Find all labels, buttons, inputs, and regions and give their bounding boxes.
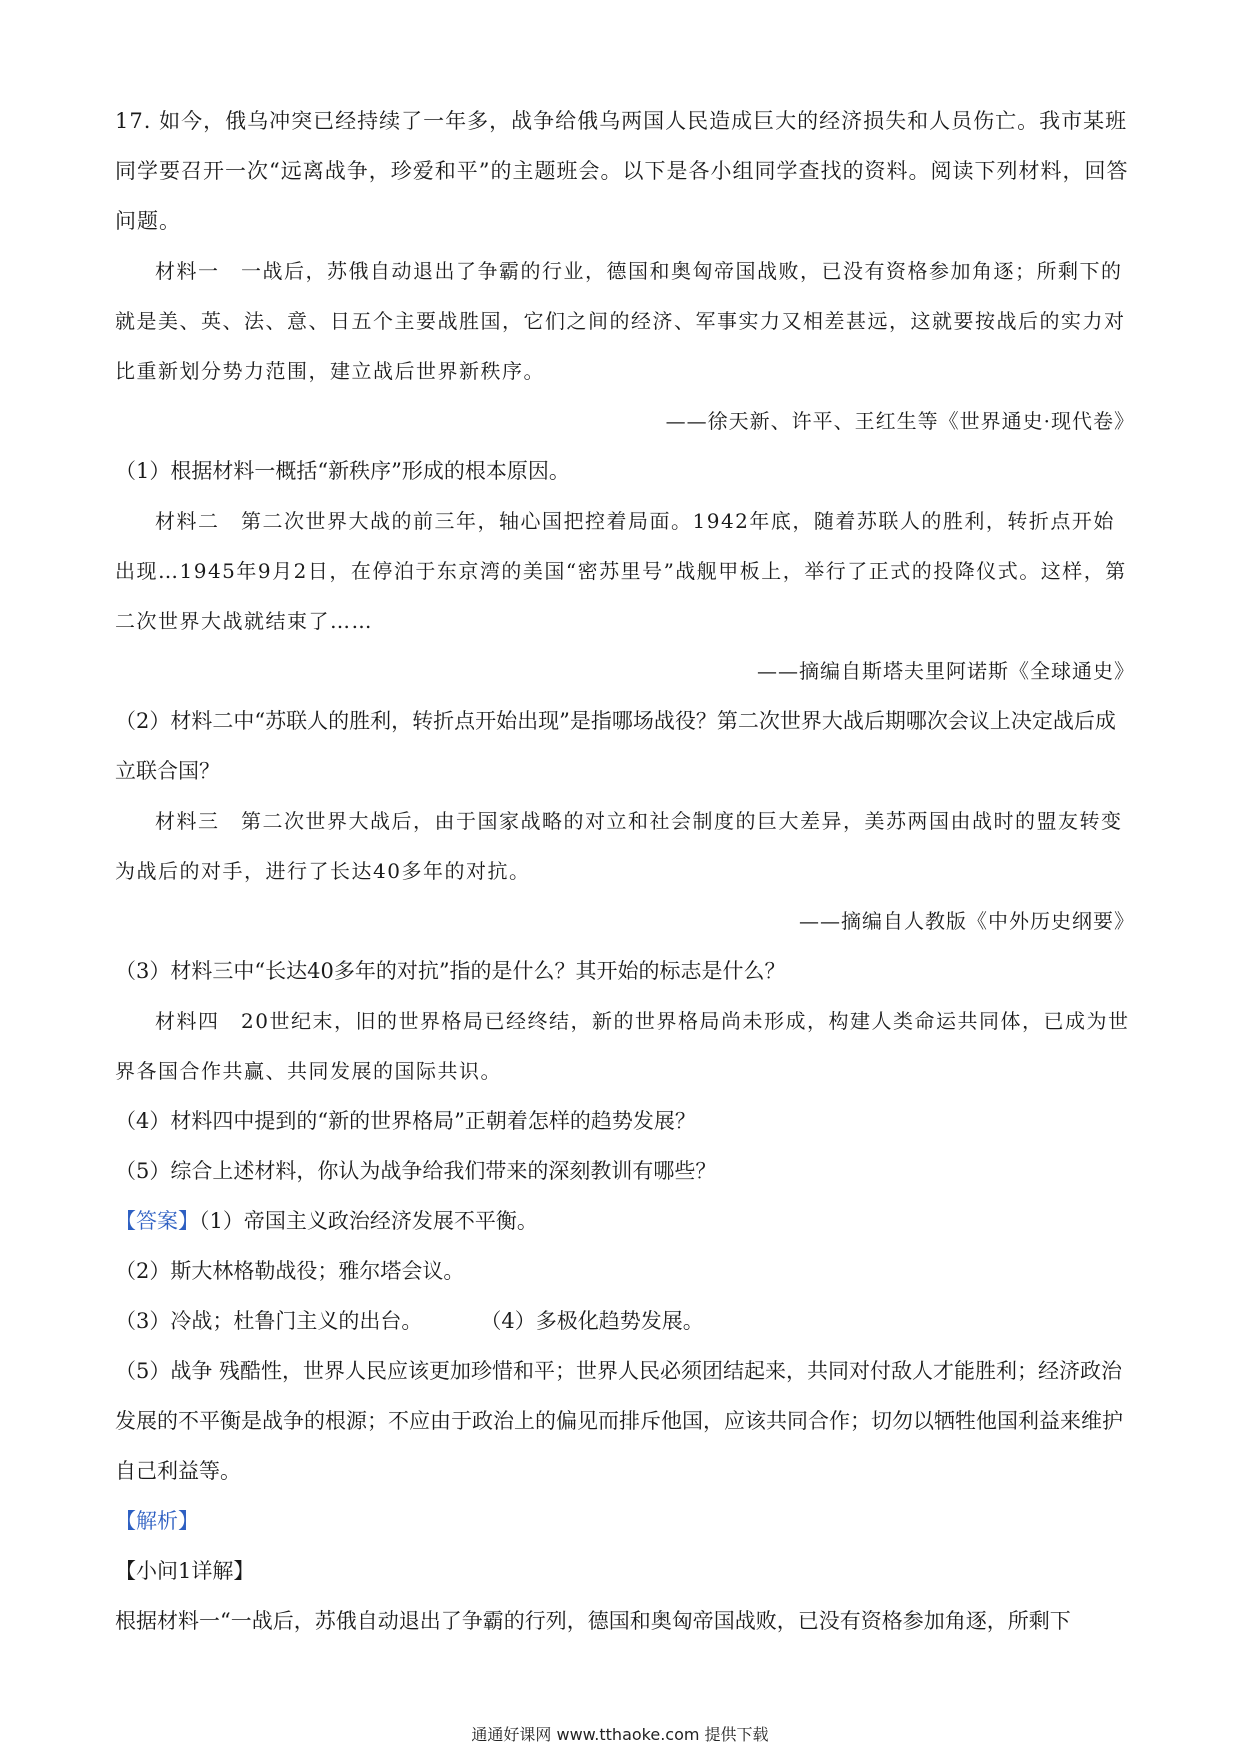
sub-question-3: （3）材料三中“长达40多年的对抗”指的是什么？其开始的标志是什么？ <box>115 959 786 983</box>
answer-3: （3）冷战；杜鲁门主义的出台。 <box>115 1309 423 1333</box>
sub-question-4: （4）材料四中提到的“新的世界格局”正朝着怎样的趋势发展？ <box>115 1109 696 1133</box>
answer-1-line <box>115 1196 1135 1246</box>
answer-5: （5）战争 残酷性，世界人民应该更加珍惜和平；世界人民必须团结起来，共同对付敌人才能胜利；经济政治发展的不平衡是战争的根源；不应由于政治上的偏见而排斥他国，应该共同合作；切勿以牺牲他国利益来维护自己利益等。 <box>115 1359 1123 1483</box>
answer-tag: 【答案】 <box>115 1209 199 1233</box>
material-three-source: ——摘编自人教版《中外历史纲要》 <box>799 909 1135 933</box>
material-two-source: ——摘编自斯塔夫里阿诺斯《全球通史》 <box>757 659 1135 683</box>
material-four: 材料四 20世纪末，旧的世界格局已经终结，新的世界格局尚未形成，构建人类命运共同体，已成为世界各国合作共赢、共同发展的国际共识。 <box>115 1009 1130 1083</box>
analysis-text: 根据材料一“一战后，苏俄自动退出了争霸的行列，德国和奥匈帝国战败，已没有资格参加角逐，所剩下 <box>115 1609 1071 1633</box>
page-footer: 通通好课网 www.tthaoke.com 提供下载 <box>471 1725 769 1744</box>
answer-2: （2）斯大林格勒战役；雅尔塔会议。 <box>115 1259 465 1283</box>
material-one: 材料一 一战后，苏俄自动退出了争霸的行业，德国和奥匈帝国战败，已没有资格参加角逐；所剩下的就是美、英、法、意、日五个主要战胜国，它们之间的经济、军事实力又相差甚远，这就要按战后的实力对比重新划分势力范围，建立战后世界新秩序。 <box>115 259 1126 383</box>
question-intro: 17. 如今，俄乌冲突已经持续了一年多，战争给俄乌两国人民造成巨大的经济损失和人员伤亡。我市某班同学要召开一次“远离战争，珍爱和平”的主题班会。以下是各小组同学查找的资料。阅读下列材料，回答问题。 <box>115 109 1129 233</box>
sub-question-2: （2）材料二中“苏联人的胜利，转折点开始出现”是指哪场战役？第二次世界大战后期哪次会议上决定战后成立联合国？ <box>115 709 1116 783</box>
answer-4: （4）多极化趋势发展。 <box>480 1309 704 1333</box>
analysis-subheading: 【小问1详解】 <box>115 1559 255 1583</box>
answer-3-4-line <box>115 1296 1135 1346</box>
answer-1: （1）帝国主义政治经济发展不平衡。 <box>199 1209 538 1233</box>
sub-question-1: （1）根据材料一概括“新秩序”形成的根本原因。 <box>115 459 570 483</box>
page-content <box>115 96 1135 1646</box>
material-two: 材料二 第二次世界大战的前三年，轴心国把控着局面。1942年底，随着苏联人的胜利，转折点开始出现…1945年9月2日，在停泊于东京湾的美国“密苏里号”战舰甲板上，举行了正式的投降仪式。这样，第二次世界大战就结束了…… <box>115 509 1127 633</box>
material-one-source: ——徐天新、许平、王红生等《世界通史·现代卷》 <box>665 409 1135 433</box>
analysis-tag: 【解析】 <box>115 1509 199 1533</box>
material-three: 材料三 第二次世界大战后，由于国家战略的对立和社会制度的巨大差异，美苏两国由战时的盟友转变为战后的对手，进行了长达40多年的对抗。 <box>115 809 1123 883</box>
sub-question-5: （5）综合上述材料，你认为战争给我们带来的深刻教训有哪些？ <box>115 1159 717 1183</box>
analysis-tag-line <box>115 1496 1135 1546</box>
